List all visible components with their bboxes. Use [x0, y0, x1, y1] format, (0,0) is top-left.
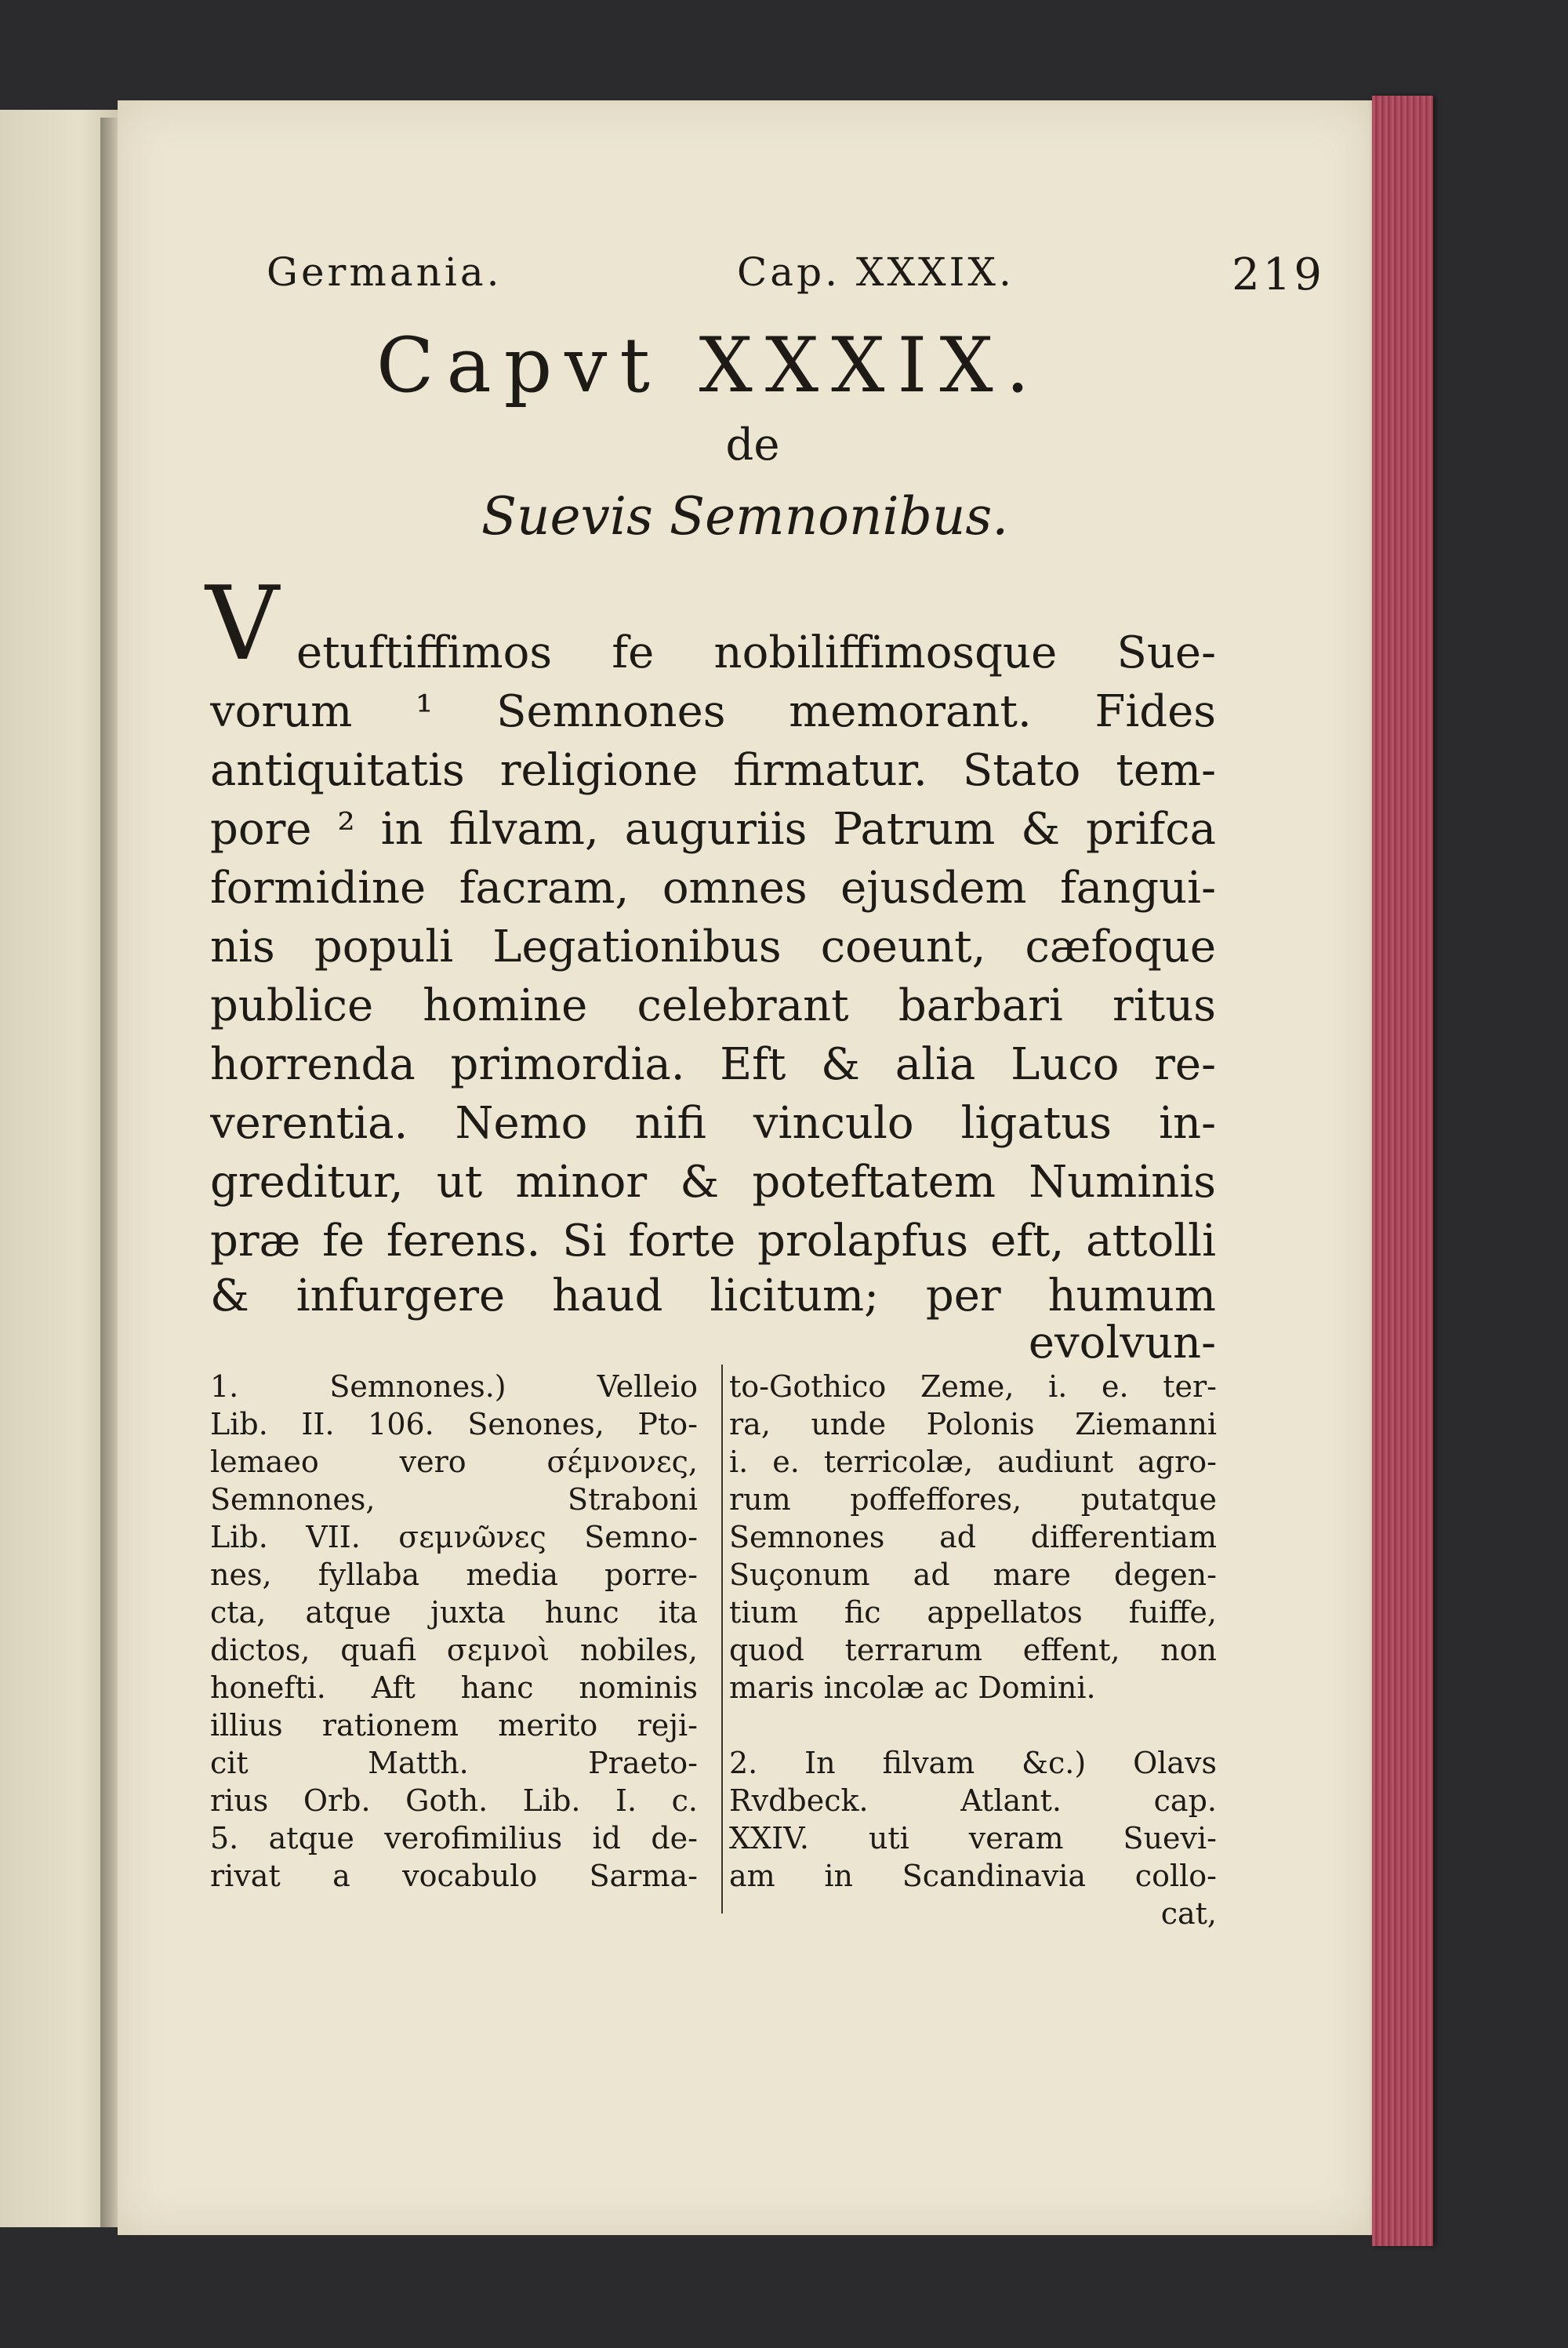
footnote-line: am in Scandinavia collo- — [729, 1859, 1217, 1893]
footnote-line: maris incolæ ac Domini. — [729, 1670, 1096, 1705]
body-line: horrenda primordia. Eft & alia Luco re- — [210, 1039, 1216, 1090]
body-line: nis populi Legationibus coeunt, cæfoque — [210, 921, 1216, 972]
body-line: vorum ¹ Semnones memorant. Fides — [210, 686, 1216, 737]
footnote-line: rius Orb. Goth. Lib. I. c. — [210, 1783, 698, 1818]
footnote-line: 5. atque verofimilius id de- — [210, 1821, 698, 1856]
footnote-line: cit Matth. Praeto- — [210, 1746, 698, 1780]
footnote-line: Semnones ad differentiam — [729, 1520, 1217, 1554]
body-line: præ fe ferens. Si forte prolapfus eft, attolli — [210, 1216, 1216, 1267]
footnote-line: Suçonum ad mare degen- — [729, 1557, 1217, 1592]
footnote-catchword: cat, — [1160, 1896, 1217, 1931]
footnote-line: Lib. II. 106. Senones, Pto- — [210, 1407, 698, 1441]
body-line: publice homine celebrant barbari ritus — [210, 980, 1216, 1031]
footnote-column-rule — [721, 1365, 723, 1914]
footnote-line: Semnones, Straboni — [210, 1482, 698, 1517]
body-line: formidine facram, omnes ejusdem fangui- — [210, 863, 1216, 914]
footnote-line: lemaeo vero σέμνονες, — [210, 1445, 698, 1479]
footnote-line: Lib. VII. σεμνῶνες Semno- — [210, 1520, 698, 1554]
running-head-chapter: Cap. XXXIX. — [737, 249, 1014, 295]
running-head — [267, 249, 1325, 300]
body-line: antiquitatis religione firmatur. Stato tem- — [210, 745, 1216, 796]
body-line: etuftiffimos fe nobiliffimosque Sue- — [296, 627, 1216, 678]
body-line: greditur, ut minor & poteftatem Numinis — [210, 1157, 1216, 1208]
drop-cap: V — [205, 564, 279, 683]
footnote-line: cta, atque juxta hunc ita — [210, 1595, 698, 1630]
chapter-subtitle: Suevis Semnonibus. — [481, 486, 1009, 547]
footnote-line: 1. Semnones.) Velleio — [210, 1369, 698, 1404]
footnote-line: dictos, quafi σεμνοὶ nobiles, — [210, 1633, 698, 1667]
footnote-line: ra, unde Polonis Ziemanni — [729, 1407, 1217, 1441]
footnote-line: tium fic appellatos fuiffe, — [729, 1595, 1217, 1630]
body-line: & infurgere haud licitum; per humum — [210, 1270, 1216, 1321]
footnote-line: honefti. Aft hanc nominis — [210, 1670, 698, 1705]
footnote-line: illius rationem merito reji- — [210, 1708, 698, 1743]
footnote-line: i. e. terricolæ, audiunt agro- — [729, 1445, 1217, 1479]
chapter-de: de — [725, 420, 780, 471]
footnote-line: nes, fyllaba media porre- — [210, 1557, 698, 1592]
footnote-line: rivat a vocabulo Sarma- — [210, 1859, 698, 1893]
footnote-line: to-Gothico Zeme, i. e. ter- — [729, 1369, 1217, 1404]
running-head-title: Germania. — [267, 249, 503, 295]
footnote-line: Rvdbeck. Atlant. cap. — [729, 1783, 1217, 1818]
footnote-line: rum poffeffores, putatque — [729, 1482, 1217, 1517]
footnote-line: 2. In filvam &c.) Olavs — [729, 1746, 1217, 1780]
page-edges-red — [1372, 96, 1433, 2246]
page-number: 219 — [1232, 249, 1325, 300]
chapter-heading: Capvt XXXIX. — [376, 322, 1043, 409]
footnote-line: quod terrarum effent, non — [729, 1633, 1217, 1667]
footnote-line: XXIV. uti veram Suevi- — [729, 1821, 1217, 1856]
body-line: pore ² in filvam, auguriis Patrum & prifca — [210, 804, 1216, 855]
catchword: evolvun- — [1028, 1318, 1216, 1368]
body-line: verentia. Nemo nifi vinculo ligatus in- — [210, 1098, 1216, 1149]
